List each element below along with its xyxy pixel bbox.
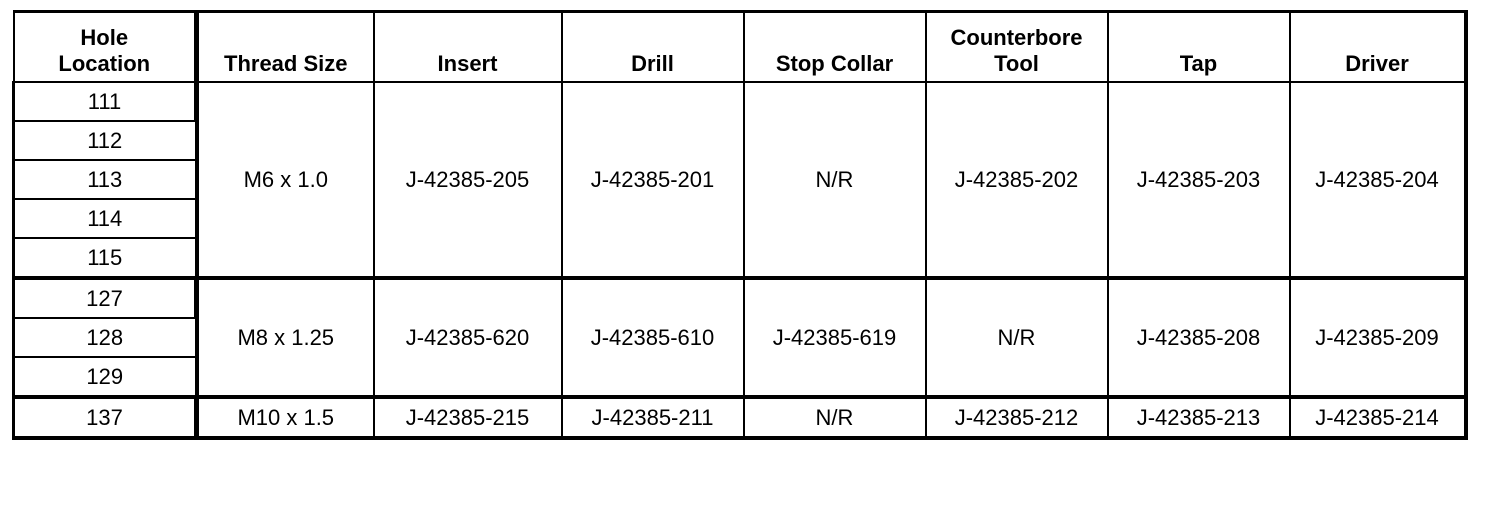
- driver-cell: J-42385-204: [1290, 82, 1466, 278]
- thread-size-cell: M10 x 1.5: [197, 397, 374, 438]
- header-thread-size: Thread Size: [197, 12, 374, 83]
- counterbore-tool-cell: N/R: [926, 278, 1108, 397]
- thread-size-cell: M8 x 1.25: [197, 278, 374, 397]
- header-counterbore-tool-line2: Tool: [994, 51, 1039, 76]
- hole-location-cell: 113: [14, 160, 197, 199]
- header-hole-location-line2: Location: [58, 51, 151, 76]
- insert-cell: J-42385-205: [374, 82, 562, 278]
- thread-size-cell: M6 x 1.0: [197, 82, 374, 278]
- header-row: [14, 12, 1466, 83]
- insert-cell: J-42385-620: [374, 278, 562, 397]
- hole-location-cell: 128: [14, 318, 197, 357]
- drill-cell: J-42385-211: [562, 397, 744, 438]
- header-hole-location-line1: Hole: [80, 25, 129, 50]
- hole-location-cell: 127: [14, 278, 197, 318]
- header-hole-location: [14, 12, 197, 83]
- counterbore-tool-cell: J-42385-212: [926, 397, 1108, 438]
- drill-cell: J-42385-610: [562, 278, 744, 397]
- hole-location-cell: 129: [14, 357, 197, 397]
- hole-location-cell: 112: [14, 121, 197, 160]
- hole-location-cell: 114: [14, 199, 197, 238]
- stop-collar-cell: N/R: [744, 82, 926, 278]
- tap-cell: J-42385-213: [1108, 397, 1290, 438]
- counterbore-tool-cell: J-42385-202: [926, 82, 1108, 278]
- hole-location-cell: 115: [14, 238, 197, 278]
- driver-cell: J-42385-209: [1290, 278, 1466, 397]
- hole-location-cell: 111: [14, 82, 197, 121]
- table-row: [14, 82, 1466, 121]
- stop-collar-cell: J-42385-619: [744, 278, 926, 397]
- stop-collar-cell: N/R: [744, 397, 926, 438]
- header-counterbore-tool-line1: Counterbore: [950, 25, 1083, 50]
- driver-cell: J-42385-214: [1290, 397, 1466, 438]
- insert-cell: J-42385-215: [374, 397, 562, 438]
- tap-cell: J-42385-208: [1108, 278, 1290, 397]
- table-row: [14, 278, 1466, 318]
- header-drill: Drill: [562, 12, 744, 83]
- hole-location-cell: 137: [14, 397, 197, 438]
- tool-specification-table: [12, 10, 1468, 440]
- header-insert: Insert: [374, 12, 562, 83]
- header-driver: Driver: [1290, 12, 1466, 83]
- drill-cell: J-42385-201: [562, 82, 744, 278]
- table-row: [14, 397, 1466, 438]
- header-stop-collar: Stop Collar: [744, 12, 926, 83]
- header-counterbore-tool: [926, 12, 1108, 83]
- tap-cell: J-42385-203: [1108, 82, 1290, 278]
- header-tap: Tap: [1108, 12, 1290, 83]
